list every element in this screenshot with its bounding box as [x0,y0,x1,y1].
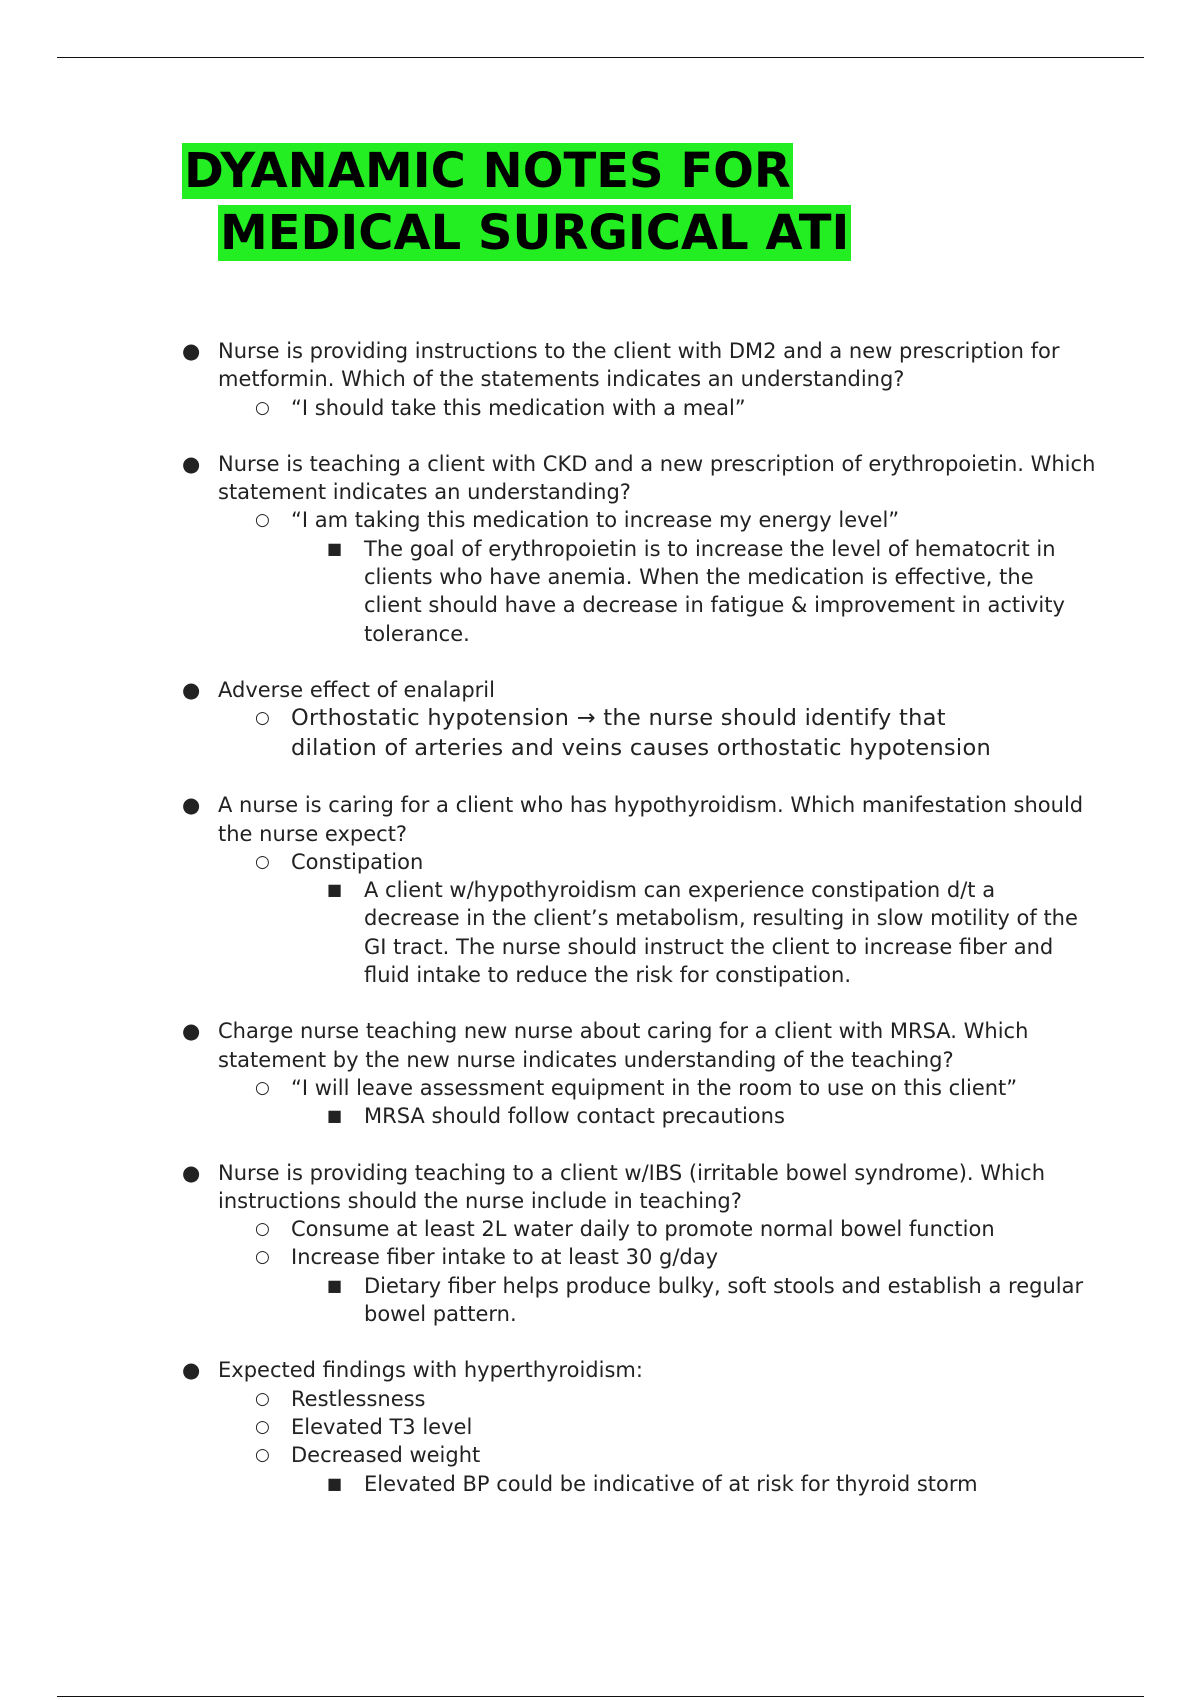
note-item [0,1017,1200,1130]
bullet-circle-icon: ○ [255,1077,270,1098]
rationale-text: Dietary fiber helps produce bulky, soft stools and establish a regular bowel pattern. [364,1273,1084,1327]
rationale [0,1102,1084,1130]
question [0,337,1098,394]
question-text: A nurse is caring for a client who has hypothyroidism. Which manifestation should the nurse expect? [218,793,1084,846]
bullet-square-icon: ■ [327,1275,343,1295]
bullet-circle-icon: ○ [255,1416,270,1437]
note-item [0,791,1200,989]
bullet-disc-icon: ● [182,677,201,702]
bullet-disc-icon: ● [182,1358,201,1383]
answer-text: Elevated T3 level [291,1414,473,1439]
note-item [0,676,1200,763]
rationale [0,1470,1084,1498]
page-title [182,140,851,264]
rationale [0,535,1084,648]
footer-rule [57,1696,1144,1697]
answer [0,848,1111,876]
question [0,450,1098,507]
answer [0,394,1111,422]
bullet-circle-icon: ○ [255,708,271,729]
rationale [0,1272,1084,1329]
bullet-square-icon: ■ [327,1473,343,1493]
rationale-text: Elevated BP could be indicative of at risk for thyroid storm [364,1471,978,1496]
question [0,1017,1098,1074]
answer [0,1215,1111,1243]
question-text: Expected findings with hyperthyroidism: [218,1358,643,1383]
bullet-square-icon: ■ [327,538,343,558]
question [0,1356,1098,1384]
answer-text: Consume at least 2L water daily to promote normal bowel function [291,1217,995,1242]
question [0,1159,1098,1216]
bullet-square-icon: ■ [327,1106,343,1126]
answer-text: “I should take this medication with a meal” [291,395,746,420]
answer [0,704,1031,763]
bullet-circle-icon: ○ [255,1388,270,1409]
bullet-circle-icon: ○ [255,851,270,872]
bullet-circle-icon: ○ [255,1247,270,1268]
bullet-circle-icon: ○ [255,510,270,531]
bullet-circle-icon: ○ [255,397,270,418]
title-line-1: DYANAMIC NOTES FOR [184,143,791,199]
answer [0,506,1111,534]
answer-text: Decreased weight [291,1443,481,1468]
question-text: Nurse is providing instructions to the client with DM2 and a new prescription for metformin. Which of the statements indicates an understanding? [218,339,1060,392]
question-text: Adverse effect of enalapril [218,677,495,702]
answer [0,1441,1111,1469]
header-rule [57,57,1144,58]
note-item [0,337,1200,422]
question [0,676,1098,704]
answer [0,1385,1111,1413]
bullet-disc-icon: ● [182,339,201,363]
bullet-circle-icon: ○ [255,1445,270,1466]
answer [0,1243,1111,1271]
question-text: Charge nurse teaching new nurse about caring for a client with MRSA. Which statement by the new nurse indicates understanding of the teaching? [218,1019,1029,1072]
rationale-text: The goal of erythropoietin is to increase the level of hematocrit in clients who have anemia. When the medication is effective, the client should have a decrease in fatigue & improvement in activity tolerance. [364,536,1065,646]
note-item [0,1356,1200,1497]
bullet-disc-icon: ● [182,793,201,818]
bullet-circle-icon: ○ [255,1219,270,1240]
bullet-disc-icon: ● [182,1160,201,1185]
note-item [0,1159,1200,1329]
rationale [0,876,1084,989]
answer-text: “I will leave assessment equipment in the room to use on this client” [291,1075,1018,1100]
bullet-square-icon: ■ [327,880,343,900]
answer-text: Constipation [291,849,424,874]
answer-text: Orthostatic hypotension → the nurse should identify that dilation of arteries and veins causes orthostatic hypotension [291,705,992,761]
rationale-text: MRSA should follow contact precautions [364,1104,785,1129]
question [0,791,1098,848]
note-item [0,450,1200,648]
bullet-disc-icon: ● [182,451,201,476]
answer [0,1413,1111,1441]
question-text: Nurse is providing teaching to a client w/IBS (irritable bowel syndrome). Which instructions should the nurse include in teaching? [218,1160,1046,1213]
title-line-2: MEDICAL SURGICAL ATI [220,205,850,261]
question-text: Nurse is teaching a client with CKD and a new prescription of erythropoietin. Which statement indicates an understanding? [218,451,1096,505]
bullet-disc-icon: ● [182,1019,201,1044]
rationale-text: A client w/hypothyroidism can experience constipation d/t a decrease in the client’s metabolism, resulting in slow motility of the GI tract. The nurse should instruct the client to increase fiber and fluid intake to reduce the risk for constipation. [364,878,1078,988]
answer-text: Increase fiber intake to at least 30 g/day [291,1245,719,1270]
notes-list [0,337,1200,1526]
answer-text: Restlessness [291,1386,426,1411]
answer [0,1074,1111,1102]
answer-text: “I am taking this medication to increase my energy level” [291,508,900,533]
